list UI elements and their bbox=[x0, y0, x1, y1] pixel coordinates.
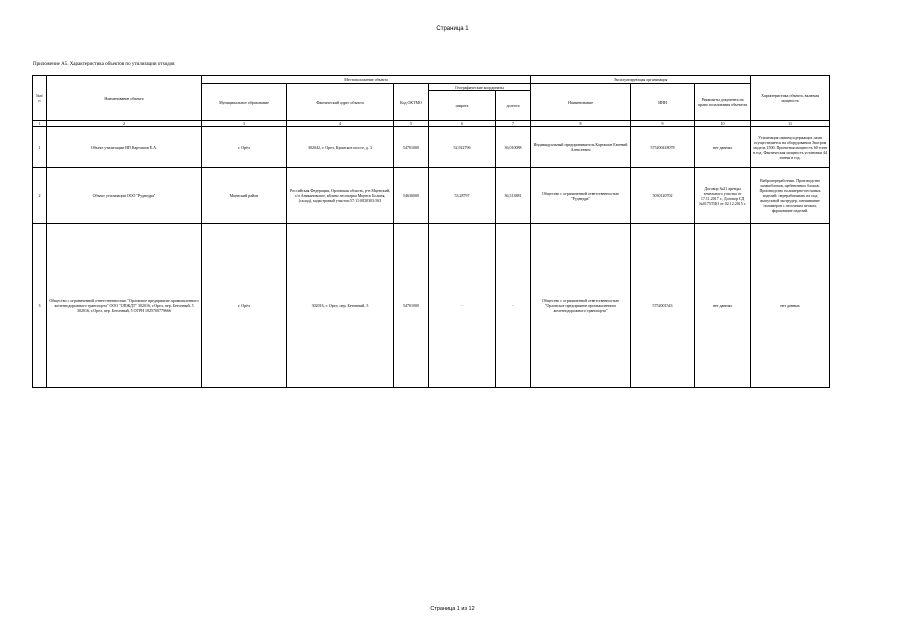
cell-inn: 5752001543 bbox=[631, 224, 695, 388]
cell-op-name: Индивидуальный предприниматель Карташов Евгений Алексеевич bbox=[531, 127, 631, 168]
header-num: №п/п bbox=[33, 76, 47, 121]
table-row bbox=[33, 127, 830, 168]
cell-municipality: г. Орёл bbox=[202, 127, 287, 168]
cell-requisites: Договор №21 аренды земельного участка от 17.11.2017 г., Договор СД №0175ТЦО от 02.12.2015 г. bbox=[695, 168, 751, 224]
cell-inn: 575200418078 bbox=[631, 127, 695, 168]
cell-latitude: 52,922796 bbox=[429, 127, 496, 168]
cell-address: Российская Федерация, Орловская область, р-н Мценский, с/п Аникановское, вблизи лесопарка Мценск Болоня, (склад), кадастровый участок:57:11:0020303:563 bbox=[287, 168, 394, 224]
objects-table bbox=[32, 75, 830, 388]
col-number: 7 bbox=[496, 121, 531, 127]
cell-num: 1 bbox=[33, 127, 47, 168]
header-oktmo: Код ОКТМО bbox=[394, 84, 429, 121]
table-row bbox=[33, 168, 830, 224]
header-operator-group: Эксплуатирующая организация bbox=[531, 76, 751, 84]
col-number: 11 bbox=[751, 121, 830, 127]
cell-oktmo: 54636000 bbox=[394, 168, 429, 224]
cell-address: 302042, г. Орел, Кромское шоссе, д. 3 bbox=[287, 127, 394, 168]
cell-object-name: Общество с ограниченной ответственностью "Орловское предприятие промышленного железнодорожного транспорта" ООО "ОПЖДТ" 302016, г.Орел, пер. Бетонный, 5 302016, г.Орел, пер. Бетонный, 5 ОГРН 1025700779666 bbox=[47, 224, 202, 388]
col-number: 6 bbox=[429, 121, 496, 127]
header-location-group: Местоположение объекта bbox=[202, 76, 531, 84]
cell-longitude: 36,513881 bbox=[496, 168, 531, 224]
header-row-1 bbox=[33, 76, 830, 84]
cell-op-name: Общество с ограниченной ответственностью "Орловское предприятие промышленного железнодорожного транспорта" bbox=[531, 224, 631, 388]
col-number: 8 bbox=[531, 121, 631, 127]
cell-address: 302016, г. Орел, пер. Бетонный, 5 bbox=[287, 224, 394, 388]
header-op-name: Наименование bbox=[531, 84, 631, 121]
header-requisites: Реквизиты документа на право пользования объектом bbox=[695, 84, 751, 121]
cell-latitude: - bbox=[429, 224, 496, 388]
cell-longitude: 36,010088 bbox=[496, 127, 531, 168]
header-municipality: Муниципальное образование bbox=[202, 84, 287, 121]
cell-op-name: Общество с ограниченной ответственностью "Руднедра" bbox=[531, 168, 631, 224]
cell-object-name: Объект утилизации ИП Карташов Е.А. bbox=[47, 127, 202, 168]
header-inn: ИНН bbox=[631, 84, 695, 121]
col-number: 1 bbox=[33, 121, 47, 127]
col-number: 5 bbox=[394, 121, 429, 127]
table-row bbox=[33, 224, 830, 388]
cell-characteristics: Вибропереработчик. Производство шлакоблоков, щебеночных блоков. Производство полимерно-песчаных изделий: перерабатывать их под выпускной экструдер, смешивание полимеров с песочным песком, формование изделий. bbox=[751, 168, 830, 224]
page-header: Страница 1 bbox=[436, 26, 469, 32]
cell-inn: 5030120702 bbox=[631, 168, 695, 224]
cell-requisites: нет данных bbox=[695, 127, 751, 168]
col-number: 2 bbox=[47, 121, 202, 127]
header-address: Фактический адрес объекта bbox=[287, 84, 394, 121]
col-number: 4 bbox=[287, 121, 394, 127]
cell-oktmo: 54701000 bbox=[394, 127, 429, 168]
cell-characteristics: Утилизация свинецсодержащих ламп осуществляется на оборудовании Экотром модель 1500. Проектная мощность 60 тонн в год. Фактическая мощность установки 44 тонны в год. bbox=[751, 127, 830, 168]
cell-oktmo: 54701000 bbox=[394, 224, 429, 388]
col-number: 3 bbox=[202, 121, 287, 127]
cell-latitude: 53,28797 bbox=[429, 168, 496, 224]
cell-longitude: - bbox=[496, 224, 531, 388]
cell-num: 3 bbox=[33, 224, 47, 388]
header-characteristics: Характеристика объекта, включая мощность bbox=[751, 76, 830, 121]
col-number: 9 bbox=[631, 121, 695, 127]
cell-municipality: г. Орёл bbox=[202, 224, 287, 388]
cell-characteristics: нет данных bbox=[751, 224, 830, 388]
page-footer: Страница 1 из 12 bbox=[430, 606, 475, 612]
col-number: 10 bbox=[695, 121, 751, 127]
cell-municipality: Мценский район bbox=[202, 168, 287, 224]
header-longitude: долгота bbox=[496, 91, 531, 121]
header-object-name: Наименование объекта bbox=[47, 76, 202, 121]
header-geo-group: Географические координаты bbox=[429, 84, 531, 91]
cell-num: 2 bbox=[33, 168, 47, 224]
cell-object-name: Объект утилизации ООО "Руднедра" bbox=[47, 168, 202, 224]
cell-requisites: нет данных bbox=[695, 224, 751, 388]
header-latitude: широта bbox=[429, 91, 496, 121]
table-caption: Приложение А5. Характеристика объектов по утилизации отходов bbox=[33, 62, 175, 67]
